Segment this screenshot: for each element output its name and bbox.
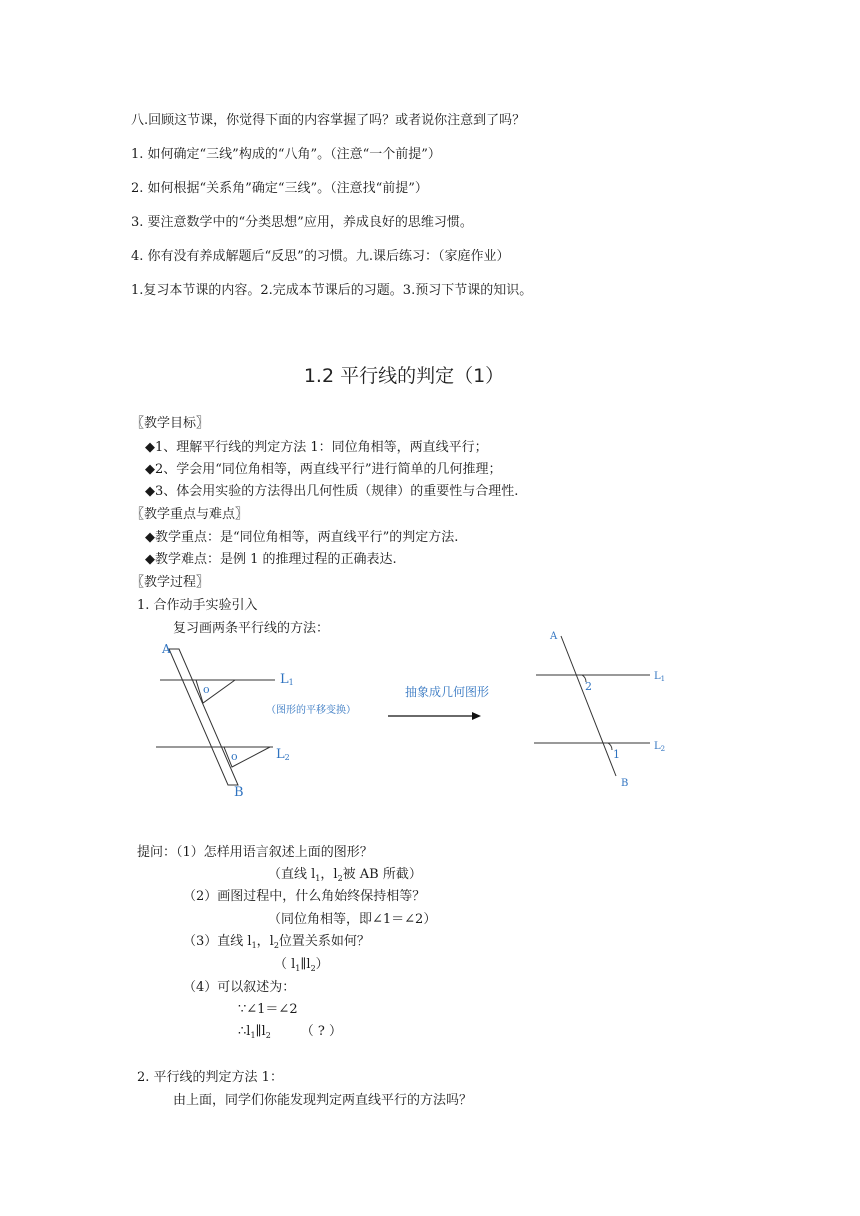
- question-1: 提问：（1）怎样用语言叙述上面的图形？: [137, 845, 373, 860]
- step-2-text: 由上面，同学们你能发现判定两直线平行的方法吗？: [173, 1093, 473, 1108]
- objective-item-3: ◆3、体会用实验的方法得出几何性质（规律）的重要性与合理性.: [145, 484, 519, 499]
- label-l2-right: $L_2$: [654, 741, 666, 753]
- answer-2: （同位角相等，即∠1＝∠2）: [268, 912, 437, 927]
- objective-item-1: ◆1、理解平行线的判定方法 1：同位角相等，两直线平行；: [145, 440, 488, 455]
- angle-arc-1: [608, 743, 612, 750]
- review-item-2: 2. 如何根据“关系角”确定“三线”。（注意找“前提”）: [131, 181, 428, 196]
- review-item-3: 3. 要注意数学中的“分类思想”应用，养成良好的思维习惯。: [131, 215, 473, 230]
- process-heading: 〖教学过程〗: [131, 575, 210, 590]
- objective-item-2: ◆2、学会用“同位角相等，两直线平行”进行简单的几何推理；: [145, 462, 502, 477]
- label-angle-1: 1: [613, 748, 620, 761]
- therefore-statement: $\therefore l_1\parallel l_2$ （ ? ）: [238, 1024, 343, 1040]
- answer-1: （直线 $l_1$，$l_2$被 AB 所截）: [268, 867, 422, 883]
- question-4: （4）可以叙述为：: [183, 980, 296, 995]
- key-points-heading: 〖教学重点与难点〗: [131, 507, 249, 522]
- label-b-left: B: [234, 785, 244, 800]
- process-step-1-sub: 复习画两条平行线的方法：: [173, 621, 330, 636]
- key-point-difficulty: ◆教学难点：是例 1 的推理过程的正确表达.: [145, 552, 397, 567]
- label-a-left: A: [162, 642, 171, 656]
- transversal-ab: [561, 636, 616, 776]
- lesson-title: 1.2 平行线的判定（1）: [303, 365, 505, 387]
- because-statement: ∵∠1＝∠2: [238, 1002, 298, 1017]
- key-point-focus: ◆教学重点：是“同位角相等，两直线平行”的判定方法.: [145, 530, 459, 545]
- question-2: （2）画图过程中，什么角始终保持相等？: [183, 889, 426, 904]
- process-step-1: 1. 合作动手实验引入: [137, 598, 258, 613]
- objectives-heading: 〖教学目标〗: [131, 416, 210, 431]
- figure-caption: （图形的平移变换）: [266, 705, 356, 716]
- label-o-1: o: [203, 683, 210, 696]
- ruler: [169, 649, 238, 785]
- review-item-1: 1. 如何确定“三线”构成的“八角”。（注意“一个前提”）: [131, 147, 441, 162]
- arrow-label: 抽象成几何图形: [405, 685, 490, 699]
- label-a-right: A: [550, 631, 558, 642]
- review-heading: 八.回顾这节课，你觉得下面的内容掌握了吗？或者说你注意到了吗？: [131, 113, 526, 128]
- set-square-1: [196, 680, 235, 703]
- label-l2-left: L2: [276, 747, 290, 762]
- label-b-right: B: [621, 778, 629, 789]
- label-o-2: o: [231, 750, 238, 763]
- review-item-4: 4. 你有没有养成解题后“反思”的习惯。九.课后练习：（家庭作业）: [131, 249, 510, 264]
- figure-geometry: [530, 626, 690, 796]
- transform-arrow: [386, 709, 486, 723]
- label-l1-left: L1: [280, 672, 294, 687]
- label-angle-2: 2: [585, 680, 592, 693]
- label-l1-right: $L_1$: [654, 671, 666, 683]
- step-2-title: 2. 平行线的判定方法 1：: [137, 1070, 283, 1085]
- answer-3: （ $l_1\parallel l_2$）: [274, 957, 329, 973]
- question-3: （3）直线 $l_1$，$l_2$位置关系如何？: [183, 934, 370, 950]
- review-item-5: 1.复习本节课的内容。2.完成本节课后的习题。3.预习下节课的知识。: [131, 283, 533, 298]
